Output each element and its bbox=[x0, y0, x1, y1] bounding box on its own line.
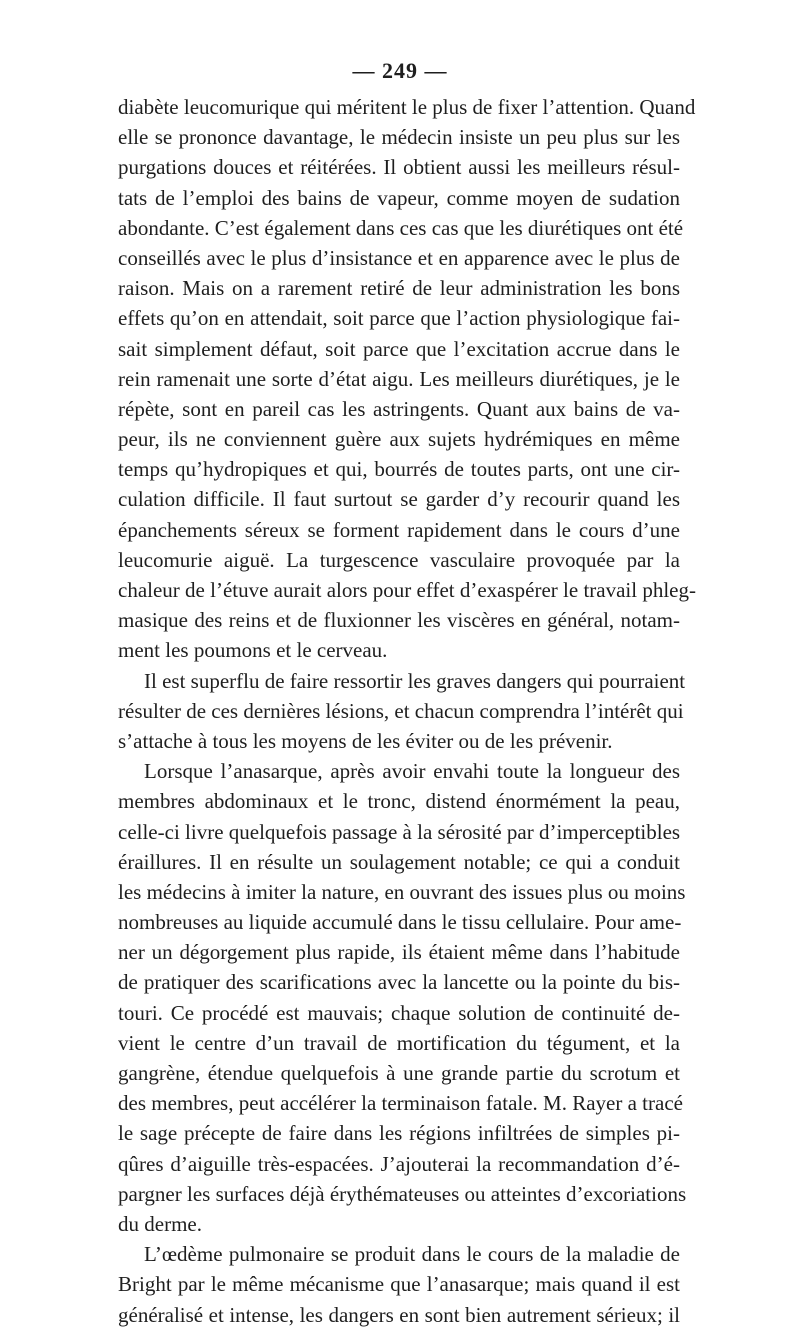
text-line: pargner les surfaces déjà érythémateuses ou atteintes d’excoriations bbox=[118, 1181, 687, 1206]
text-line: raison. Mais on a rarement retiré de leur administration les bons bbox=[118, 276, 680, 301]
text-line: peur, ils ne conviennent guère aux sujets hydrémiques en même bbox=[118, 427, 680, 452]
text-line: Il est superflu de faire ressortir les graves dangers qui pourraient bbox=[144, 668, 686, 693]
text-line: répète, sont en pareil cas les astringents. Quant aux bains de va- bbox=[118, 396, 680, 421]
text-line: chaleur de l’étuve aurait alors pour effet d’exaspérer le travail phleg- bbox=[118, 578, 696, 602]
text-line: gangrène, étendue quelquefois à une grande partie du scrotum et bbox=[118, 1061, 680, 1085]
text-line: les médecins à imiter la nature, en ouvrant des issues plus ou moins bbox=[118, 879, 686, 904]
text-line: diabète leucomurique qui méritent le plus de fixer l’attention. Quand bbox=[118, 95, 696, 119]
paragraph bbox=[118, 666, 686, 757]
text-line: culation difficile. Il faut surtout se garder d’y recourir quand les bbox=[118, 487, 680, 512]
text-line: des membres, peut accélérer la terminaison fatale. M. Rayer a tracé bbox=[118, 1091, 683, 1116]
text-line: purgations douces et réitérées. Il obtient aussi les meilleurs résul- bbox=[118, 155, 680, 180]
text-line: nombreuses au liquide accumulé dans le tissu cellulaire. Pour ame- bbox=[118, 910, 682, 935]
body-text bbox=[118, 92, 696, 1330]
text-line: conseillés avec le plus d’insistance et en apparence avec le plus de bbox=[118, 245, 680, 270]
text-line: le sage précepte de faire dans les régions infiltrées de simples pi- bbox=[118, 1121, 680, 1146]
text-line: rein ramenait une sorte d’état aigu. Les meilleurs diurétiques, je le bbox=[118, 366, 680, 391]
text-line: éraillures. Il en résulte un soulagement notable; ce qui a conduit bbox=[118, 849, 680, 874]
page-number: — 249 — bbox=[352, 58, 448, 83]
text-line: L’œdème pulmonaire se produit dans le cours de la maladie de bbox=[144, 1242, 680, 1267]
paragraph bbox=[118, 92, 696, 666]
text-line: tats de l’emploi des bains de vapeur, comme moyen de sudation bbox=[118, 185, 680, 210]
text-line: Bright par le même mécanisme que l’anasarque; mais quand il est bbox=[118, 1272, 680, 1297]
text-line: ner un dégorgement plus rapide, ils étaient même dans l’habitude bbox=[118, 940, 680, 965]
text-line: s’attache à tous les moyens de les éviter ou de les prévenir. bbox=[118, 728, 613, 753]
text-line: celle-ci livre quelquefois passage à la sérosité par d’imperceptibles bbox=[118, 819, 681, 844]
text-line: qûres d’aiguille très-espacées. J’ajouterai la recommandation d’é- bbox=[118, 1151, 680, 1176]
text-line: épanchements séreux se forment rapidement dans le cours d’une bbox=[118, 517, 680, 542]
text-line: temps qu’hydropiques et qui, bourrés de toutes parts, ont une cir- bbox=[118, 457, 680, 482]
text-line: vient le centre d’un travail de mortification du tégument, et la bbox=[118, 1030, 680, 1055]
paragraph bbox=[118, 1239, 680, 1330]
text-line: effets qu’on en attendait, soit parce que l’action physiologique fai- bbox=[118, 306, 680, 331]
text-line: elle se prononce davantage, le médecin insiste un peu plus sur les bbox=[118, 125, 680, 150]
text-line: Lorsque l’anasarque, après avoir envahi toute la longueur des bbox=[144, 759, 680, 784]
text-line: masique des reins et de fluxionner les viscères en général, notam- bbox=[118, 608, 680, 633]
text-line: de pratiquer des scarifications avec la lancette ou la pointe du bis- bbox=[118, 970, 680, 995]
text-line: sait simplement défaut, soit parce que l’excitation accrue dans le bbox=[118, 336, 680, 361]
text-line: touri. Ce procédé est mauvais; chaque solution de continuité de- bbox=[118, 1000, 680, 1025]
text-line: du derme. bbox=[118, 1211, 202, 1236]
text-line: ment les poumons et le cerveau. bbox=[118, 638, 388, 663]
text-line: leucomurie aiguë. La turgescence vasculaire provoquée par la bbox=[118, 547, 680, 572]
paragraph bbox=[118, 756, 687, 1239]
text-line: abondante. C’est également dans ces cas que les diurétiques ont été bbox=[118, 215, 684, 240]
text-line: généralisé et intense, les dangers en sont bien autrement sérieux; il bbox=[118, 1302, 680, 1327]
text-line: membres abdominaux et le tronc, distend énormément la peau, bbox=[118, 789, 680, 814]
text-line: résulter de ces dernières lésions, et chacun comprendra l’intérêt qui bbox=[118, 698, 684, 723]
